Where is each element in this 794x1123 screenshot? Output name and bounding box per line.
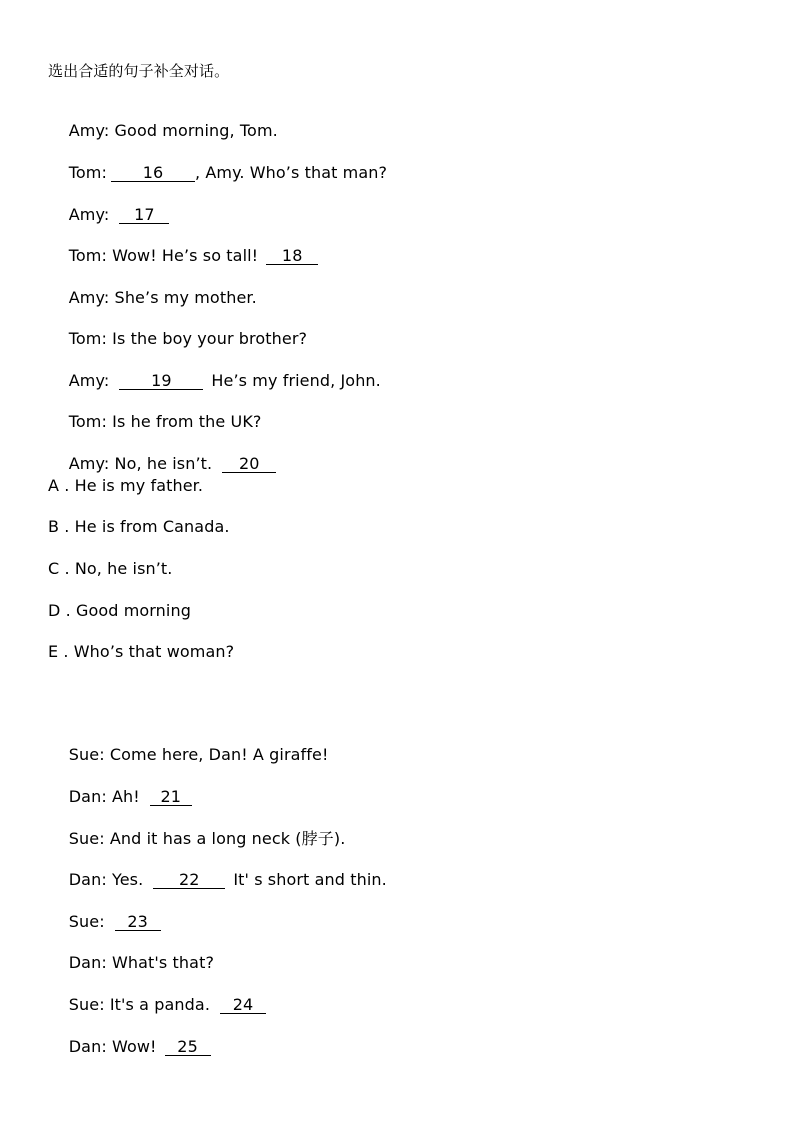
answer-blank-23[interactable]: 23 [115,913,161,931]
dialogue-text: Amy: Good morning, Tom. [68,121,278,140]
option-c: C . No, he isn’t. [48,559,173,578]
dialogue-text: Amy: [68,371,110,390]
answer-blank-20[interactable]: 20 [222,455,276,473]
dialogue-text: Amy: [68,205,110,224]
instruction-text: 选出合适的句子补全对话。 [48,62,230,80]
dialogue-text: Dan: Wow! [68,1037,157,1056]
answer-blank-25[interactable]: 25 [165,1038,211,1056]
answer-blank-21[interactable]: 21 [150,788,192,806]
answer-blank-18[interactable]: 18 [266,247,318,265]
answer-blank-16[interactable]: 16 [111,164,195,182]
dialogue-text: It' s short and thin. [233,870,387,889]
dialogue-text: Tom: Wow! He’s so tall! [68,246,259,265]
option-a: A . He is my father. [48,476,204,495]
option-d: D . Good morning [48,601,191,620]
dialogue-text: Dan: Yes. [68,870,144,889]
dialogue-text: Tom: [68,163,107,182]
dialogue-text: Amy: No, he isn’t. [68,454,213,473]
answer-blank-19[interactable]: 19 [119,372,203,390]
dialogue-text: Sue: It's a panda. [68,995,211,1014]
dialogue-text: Tom: Is he from the UK? [68,412,262,431]
answer-blank-17[interactable]: 17 [119,206,169,224]
dialogue-text: Amy: She’s my mother. [68,288,257,307]
answer-blank-22[interactable]: 22 [153,871,225,889]
option-b: B . He is from Canada. [48,517,230,536]
dialogue-text: Tom: Is the boy your brother? [68,329,308,348]
dialogue-text: He’s my friend, John. [211,371,381,390]
dialogue-text: Sue: [68,912,105,931]
dialogue-text: , Amy. Who’s that man? [194,163,388,182]
dialogue-text: Dan: What's that? [68,953,215,972]
dialogue2-line-8 [48,1017,211,1077]
dialogue-text: Sue: Come here, Dan! A giraffe! [68,745,329,764]
answer-blank-24[interactable]: 24 [220,996,266,1014]
dialogue-text: Sue: And it has a long neck (脖子). [68,829,346,848]
dialogue-text: Dan: Ah! [68,787,140,806]
option-e: E . Who’s that woman? [48,642,235,661]
